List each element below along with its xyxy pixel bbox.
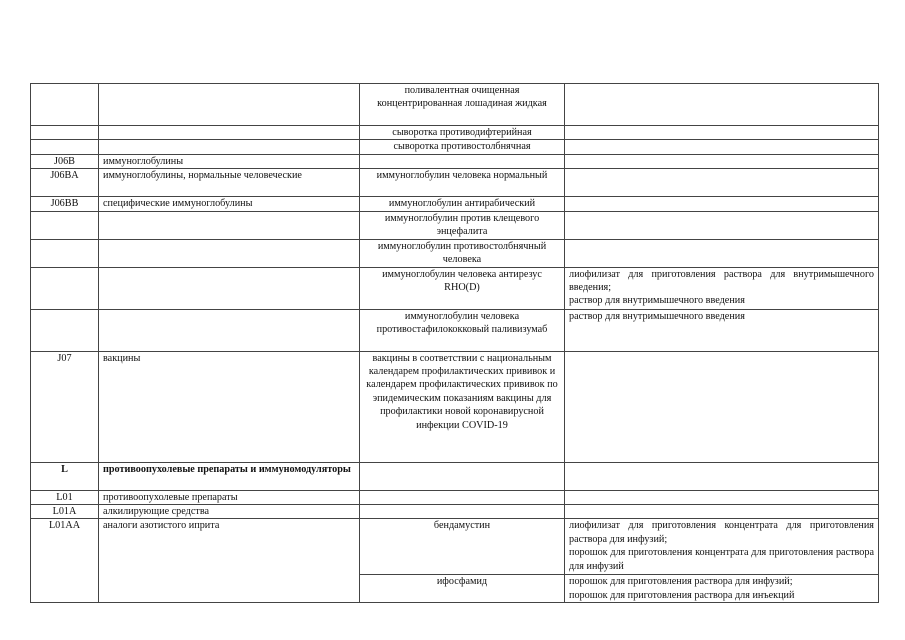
table-row: [31, 197, 879, 211]
atc-group-cell: [99, 309, 360, 351]
table-row: [31, 267, 879, 309]
dosage-form-line: лиофилизат для приготовления концентрата для приготовления раствора для инфузий;: [569, 520, 874, 545]
atc-group-cell: [99, 84, 360, 126]
atc-code-cell: [31, 140, 99, 154]
atc-group-cell: иммуноглобулины, нормальные человеческие: [99, 169, 360, 197]
dosage-form-line: раствор для внутримышечного введения: [569, 310, 745, 322]
drug-name-cell: [360, 505, 565, 519]
dosage-form-line: лиофилизат для приготовления раствора для внутримышечного введения;: [569, 268, 874, 294]
dosage-form-cell: [565, 84, 879, 126]
atc-code-cell: J06B: [31, 154, 99, 168]
atc-group-cell: вакцины: [99, 351, 360, 462]
drug-name-cell: [360, 462, 565, 490]
atc-code-cell: L01: [31, 490, 99, 504]
atc-group-cell: противоопухолевые препараты и иммуномодуляторы: [99, 462, 360, 490]
dosage-form-cell: [565, 505, 879, 519]
atc-code-cell: [31, 84, 99, 126]
drug-name-cell: иммуноглобулин человека антирезус RHO(D): [360, 267, 565, 309]
table-row: [31, 519, 879, 575]
atc-code-cell: J07: [31, 351, 99, 462]
drug-name-cell: сыворотка противостолбнячная: [360, 140, 565, 154]
dosage-form-cell: [565, 351, 879, 462]
atc-code-cell: [31, 309, 99, 351]
atc-group-cell: [99, 239, 360, 267]
atc-group-cell: [99, 126, 360, 140]
drug-name-cell: иммуноглобулин антирабический: [360, 197, 565, 211]
drug-name-cell: бендамустин: [360, 519, 565, 575]
drug-name-cell: [360, 490, 565, 504]
atc-code-cell: L01A: [31, 505, 99, 519]
drug-name-cell: иммуноглобулин противостолбнячный человека: [360, 239, 565, 267]
table-row: [31, 239, 879, 267]
table-row: [31, 490, 879, 504]
atc-code-cell: [31, 211, 99, 239]
medicines-table: [30, 83, 879, 603]
drug-name-cell: вакцины в соответствии с национальным календарем профилактических прививок и календарем профилактических прививок по эпидемическим показаниям вакцины для профилактики новой коронавирусной инфекции COVID-19: [360, 351, 565, 462]
drug-name-cell: иммуноглобулин человека нормальный: [360, 169, 565, 197]
dosage-form-cell: [565, 575, 879, 603]
dosage-form-cell: [565, 154, 879, 168]
table-row: [31, 309, 879, 351]
atc-group-cell: [99, 267, 360, 309]
dosage-form-cell: [565, 239, 879, 267]
dosage-form-cell: [565, 140, 879, 154]
dosage-form-cell: [565, 309, 879, 351]
atc-code-cell: J06BA: [31, 169, 99, 197]
drug-name-cell: иммуноглобулин против клещевого энцефалита: [360, 211, 565, 239]
atc-code-cell: [31, 126, 99, 140]
dosage-form-line: раствор для внутримышечного введения: [569, 295, 745, 307]
table-row: [31, 140, 879, 154]
atc-code-cell: L01AA: [31, 519, 99, 603]
atc-group-cell: [99, 211, 360, 239]
drug-name-cell: поливалентная очищенная концентрированная лошадиная жидкая: [360, 84, 565, 126]
dosage-form-line: порошок для приготовления концентрата для приготовления раствора для инфузий: [569, 547, 874, 572]
drug-name-cell: [360, 154, 565, 168]
atc-group-cell: специфические иммуноглобулины: [99, 197, 360, 211]
atc-group-cell: аналоги азотистого иприта: [99, 519, 360, 603]
dosage-form-cell: [565, 519, 879, 575]
table-row: [31, 211, 879, 239]
atc-group-cell: алкилирующие средства: [99, 505, 360, 519]
table-row: [31, 462, 879, 490]
dosage-form-line: порошок для приготовления раствора для инъекций: [569, 589, 795, 601]
atc-code-cell: [31, 239, 99, 267]
drug-name-cell: иммуноглобулин человека противостафилококковый паливизумаб: [360, 309, 565, 351]
atc-group-cell: противоопухолевые препараты: [99, 490, 360, 504]
atc-group-cell: [99, 140, 360, 154]
dosage-form-cell: [565, 462, 879, 490]
atc-code-cell: J06BB: [31, 197, 99, 211]
table-row: [31, 169, 879, 197]
drug-name-cell: ифосфамид: [360, 575, 565, 603]
drug-name-cell: сыворотка противодифтерийная: [360, 126, 565, 140]
dosage-form-cell: [565, 490, 879, 504]
atc-code-cell: [31, 267, 99, 309]
table-row: [31, 84, 879, 126]
table-row: [31, 505, 879, 519]
atc-code-cell: L: [31, 462, 99, 490]
table-row: [31, 154, 879, 168]
dosage-form-cell: [565, 197, 879, 211]
dosage-form-cell: [565, 126, 879, 140]
dosage-form-line: порошок для приготовления раствора для инфузий;: [569, 576, 793, 588]
dosage-form-cell: [565, 267, 879, 309]
dosage-form-cell: [565, 211, 879, 239]
atc-group-cell: иммуноглобулины: [99, 154, 360, 168]
table-row: [31, 126, 879, 140]
dosage-form-cell: [565, 169, 879, 197]
table-row: [31, 351, 879, 462]
